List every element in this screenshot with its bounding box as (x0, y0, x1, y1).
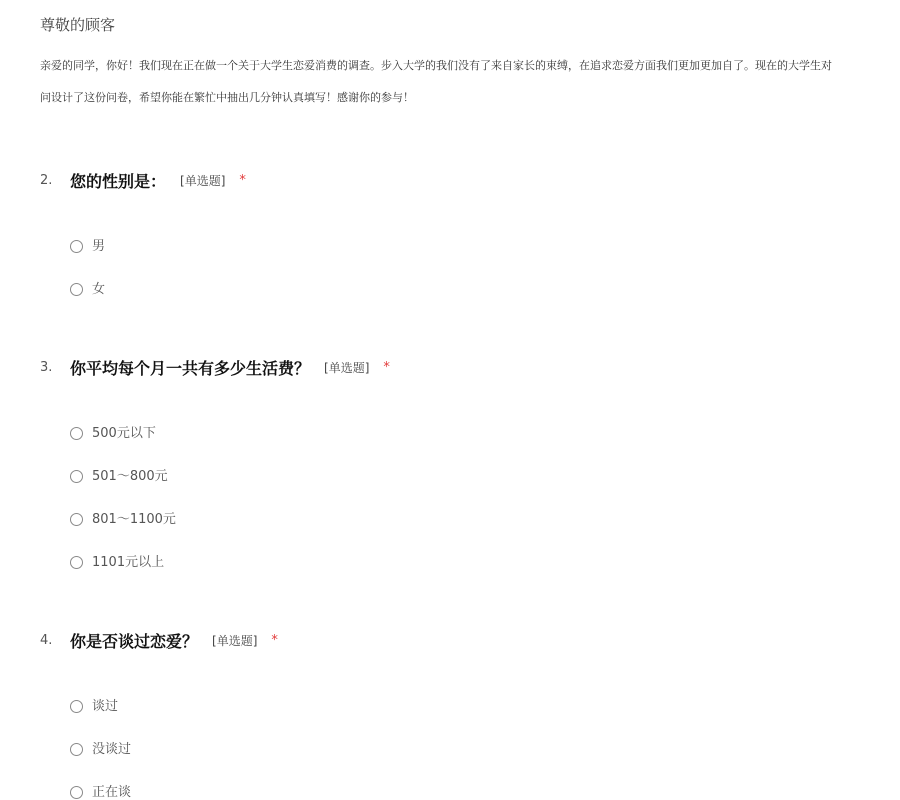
radio-circle-icon[interactable] (70, 700, 83, 713)
question-title: 您的性别是： (70, 171, 167, 191)
radio-circle-icon[interactable] (70, 283, 83, 296)
option-dated[interactable] (70, 698, 900, 741)
radio-circle-icon[interactable] (70, 786, 83, 799)
question-living-expenses (40, 355, 900, 597)
question-type-label: [单选题] (324, 360, 370, 375)
page-title: 尊敬的顾客 (40, 16, 116, 34)
option-label: 500元以下 (92, 426, 156, 441)
question-dating (40, 628, 900, 800)
required-marker: * (271, 632, 278, 648)
option-over-1101[interactable] (70, 554, 900, 597)
intro-section (40, 14, 900, 114)
question-header (40, 628, 900, 652)
option-label: 谈过 (92, 699, 119, 714)
option-801-1100[interactable] (70, 511, 900, 554)
intro-paragraph (40, 50, 900, 114)
option-list (70, 238, 900, 324)
option-female[interactable] (70, 281, 900, 324)
question-gender (40, 168, 900, 324)
option-male[interactable] (70, 238, 900, 281)
option-under-500[interactable] (70, 425, 900, 468)
question-number: 3. (40, 359, 53, 375)
option-label: 正在谈 (92, 785, 132, 800)
question-number: 2. (40, 172, 53, 188)
required-marker: * (239, 172, 246, 188)
option-never-dated[interactable] (70, 741, 900, 784)
question-title: 你平均每个月一共有多少生活费？ (70, 358, 311, 378)
option-label: 801～1100元 (92, 512, 176, 527)
option-currently-dating[interactable] (70, 784, 900, 800)
intro-line: 问设计了这份问卷，希望你能在繁忙中抽出几分钟认真填写！感谢你的参与！ (40, 91, 414, 104)
radio-circle-icon[interactable] (70, 470, 83, 483)
question-number: 4. (40, 632, 53, 648)
radio-circle-icon[interactable] (70, 556, 83, 569)
radio-circle-icon[interactable] (70, 743, 83, 756)
option-list (70, 425, 900, 597)
radio-circle-icon[interactable] (70, 240, 83, 253)
question-title: 你是否谈过恋爱？ (70, 631, 199, 651)
option-list (70, 698, 900, 800)
option-label: 没谈过 (92, 742, 132, 757)
option-501-800[interactable] (70, 468, 900, 511)
question-type-label: [单选题] (180, 173, 226, 188)
question-header (40, 168, 900, 192)
option-label: 女 (92, 282, 106, 297)
radio-circle-icon[interactable] (70, 513, 83, 526)
radio-circle-icon[interactable] (70, 427, 83, 440)
option-label: 501～800元 (92, 469, 168, 484)
option-label: 1101元以上 (92, 555, 165, 570)
option-label: 男 (92, 239, 106, 254)
question-header (40, 355, 900, 379)
intro-line: 亲爱的同学，你好！我们现在正在做一个关于大学生恋爱消费的调查。步入大学的我们没有了来自家长的束缚，在追求恋爱方面我们更加更加自了。现在的大学生对 (40, 59, 832, 72)
required-marker: * (383, 359, 390, 375)
question-type-label: [单选题] (212, 633, 258, 648)
